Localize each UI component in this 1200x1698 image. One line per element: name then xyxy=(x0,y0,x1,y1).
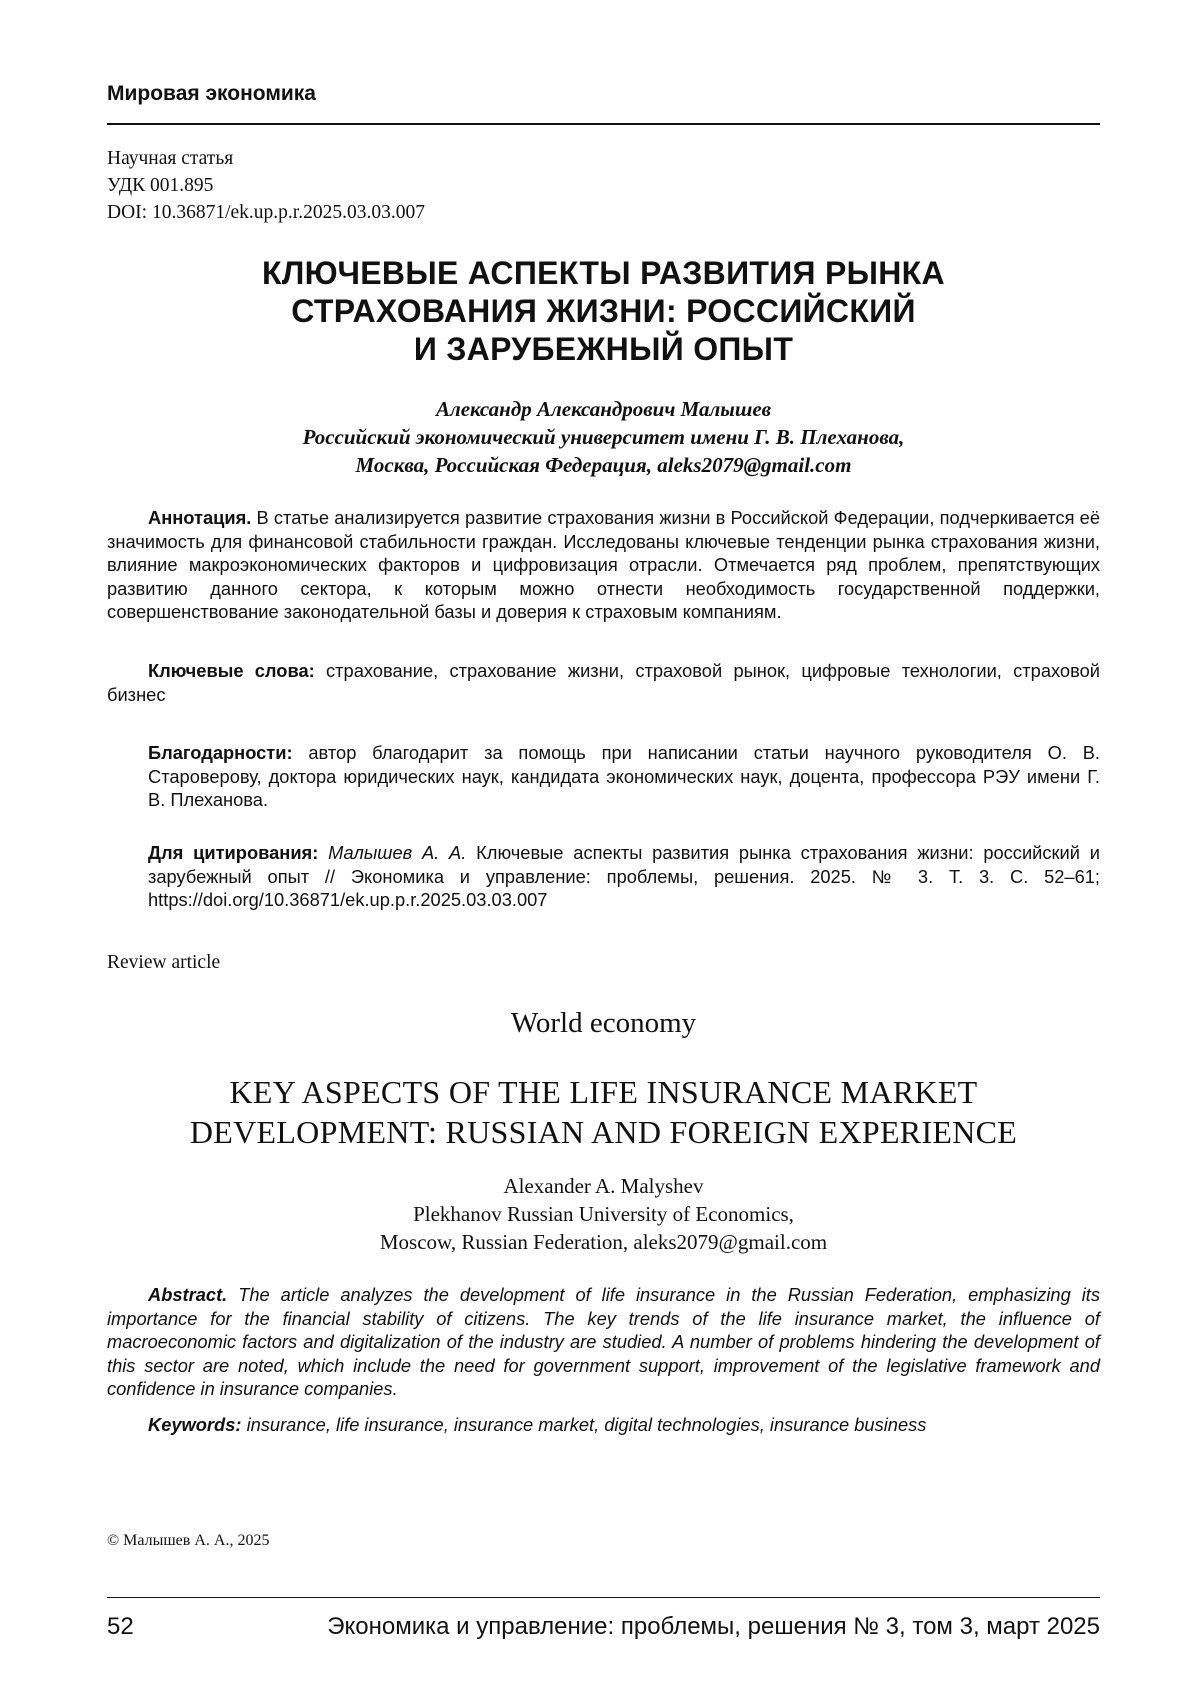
journal-info: Экономика и управление: проблемы, решения № 3, том 3, март 2025 xyxy=(327,1613,1100,1641)
abstract-ru-text: В статье анализируется развитие страхования жизни в Российской Федерации, подчеркивается её значимость для финансовой стабильности граждан. Исследованы ключевые тенденции рынка страхования жизни, влияние макроэкономических факторов и цифровизация отрасли. Отмечается ряд проблем, препятствующих развитию данного сектора, к которым можно отнести необходимость государственной поддержки, совершенствование законодательной базы и доверия к страховым компаниям. xyxy=(107,507,1100,622)
title-ru-line-2: СТРАХОВАНИЯ ЖИЗНИ: РОССИЙСКИЙ xyxy=(107,292,1100,330)
article-meta xyxy=(107,145,425,226)
acknowledgements xyxy=(148,741,1100,812)
keywords-ru-text: страхование, страхование жизни, страховой рынок, цифровые технологии, страховой бизнес xyxy=(107,660,1100,705)
section-header: Мировая экономика xyxy=(107,82,316,106)
title-en-line-1: KEY ASPECTS OF THE LIFE INSURANCE MARKET xyxy=(107,1072,1100,1112)
abstract-en-text: The article analyzes the development of life insurance in the Russian Federation, emphasizing its importance for the financial stability of citizens. The key trends of the life insurance market, the influence of macroeconomic factors and digitalization of the industry are studied. A number of problems hindering the development of this sector are noted, which include the need for government support, improvement of the legislative framework and confidence in insurance companies. xyxy=(107,1284,1100,1399)
citation xyxy=(148,841,1100,912)
title-ru-line-1: КЛЮЧЕВЫЕ АСПЕКТЫ РАЗВИТИЯ РЫНКА xyxy=(107,254,1100,292)
article-title-ru xyxy=(107,254,1100,368)
author-affiliation-en: Plekhanov Russian University of Economics, xyxy=(107,1200,1100,1228)
citation-text: Ключевые аспекты развития рынка страхования жизни: российский и зарубежный опыт // Экономика и управление: проблемы, решения. 2025. № 3. Т. 3. С. 52–61; https://doi.org/10.36871/ek.up.p.r.2025.03.03.007 xyxy=(148,842,1100,910)
acknowledgements-label: Благодарности: xyxy=(148,742,293,763)
author-location-ru: Москва, Российская Федерация, aleks2079@gmail.com xyxy=(107,451,1100,479)
footer-divider xyxy=(107,1597,1100,1598)
article-type-en: Review article xyxy=(107,952,220,974)
acknowledgements-text: автор благодарит за помощь при написании статьи научного руководителя О. В. Староверову, доктора юридических наук, кандидата экономических наук, доцента, профессора РЭУ имени Г. В. Плеханова. xyxy=(148,742,1100,810)
author-location-en: Moscow, Russian Federation, aleks2079@gmail.com xyxy=(107,1228,1100,1256)
author-block-ru xyxy=(107,395,1100,479)
header-divider xyxy=(107,123,1100,125)
article-title-en xyxy=(107,1072,1100,1152)
keywords-en xyxy=(107,1413,1100,1437)
abstract-ru-label: Аннотация. xyxy=(148,507,251,528)
author-block-en xyxy=(107,1172,1100,1256)
page-number: 52 xyxy=(107,1613,134,1641)
author-name-en: Alexander A. Malyshev xyxy=(107,1172,1100,1200)
doi: DOI: 10.36871/ek.up.p.r.2025.03.03.007 xyxy=(107,199,425,226)
keywords-ru-label: Ключевые слова: xyxy=(148,660,315,681)
author-affiliation-ru: Российский экономический университет имени Г. В. Плеханова, xyxy=(107,423,1100,451)
title-en-line-2: DEVELOPMENT: RUSSIAN AND FOREIGN EXPERIENCE xyxy=(107,1112,1100,1152)
article-type: Научная статья xyxy=(107,145,425,172)
copyright: © Малышев А. А., 2025 xyxy=(107,1532,269,1550)
udc-code: УДК 001.895 xyxy=(107,172,425,199)
citation-label: Для цитирования: xyxy=(148,842,318,863)
abstract-en-label: Abstract. xyxy=(148,1284,227,1305)
author-name-ru: Александр Александрович Малышев xyxy=(107,395,1100,423)
title-ru-line-3: И ЗАРУБЕЖНЫЙ ОПЫТ xyxy=(107,330,1100,368)
keywords-en-text: insurance, life insurance, insurance market, digital technologies, insurance business xyxy=(247,1414,927,1435)
section-en: World economy xyxy=(107,1007,1100,1040)
keywords-en-label: Keywords: xyxy=(148,1414,241,1435)
abstract-ru xyxy=(107,506,1100,624)
citation-author: Малышев А. А. xyxy=(328,842,466,863)
keywords-ru xyxy=(107,659,1100,706)
abstract-en xyxy=(107,1283,1100,1401)
